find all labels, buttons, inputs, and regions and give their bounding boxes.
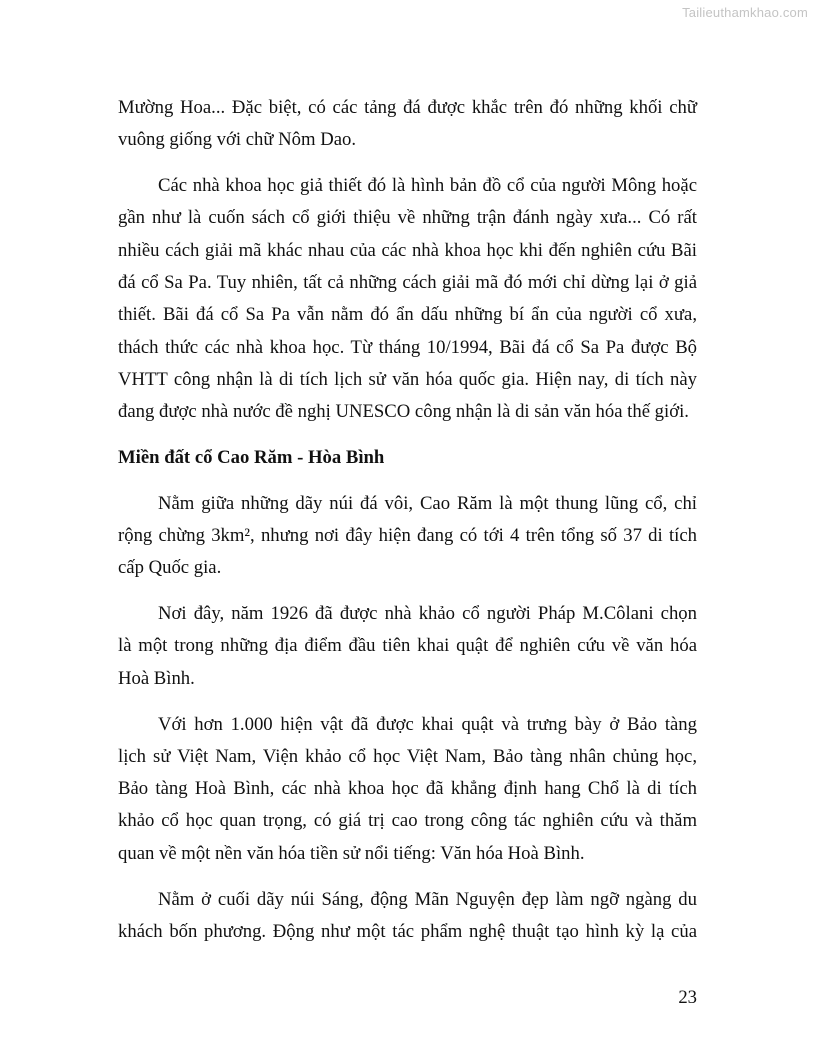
text-line: Với hơn 1.000 hiện vật đã được khai quật và trưng bày ở Bảo tàng bbox=[158, 713, 697, 735]
text-line: khách bốn phương. Động như một tác phẩm nghệ thuật tạo hình kỳ lạ của bbox=[118, 920, 697, 942]
text-line: gần như là cuốn sách cổ giới thiệu về những trận đánh ngày xưa... Có rất bbox=[118, 207, 697, 229]
text-line: Nằm giữa những dãy núi đá vôi, Cao Răm là một thung lũng cổ, chỉ bbox=[158, 492, 697, 514]
text-line: đang được nhà nước đề nghị UNESCO công nhận là di sản văn hóa thế giới. bbox=[118, 401, 689, 423]
text-line: đá cổ Sa Pa. Tuy nhiên, tất cả những cách giải mã đó mới chỉ dừng lại ở giả bbox=[118, 271, 697, 293]
text-line: Các nhà khoa học giả thiết đó là hình bản đồ cổ của người Mông hoặc bbox=[158, 175, 697, 197]
text-line: khảo cổ học quan trọng, có giá trị cao trong công tác nghiên cứu và thăm bbox=[118, 810, 697, 832]
page-number: 23 bbox=[678, 987, 697, 1008]
text-line: Mường Hoa... Đặc biệt, có các tảng đá được khắc trên đó những khối chữ bbox=[118, 97, 697, 118]
document-body bbox=[118, 92, 697, 962]
paragraph bbox=[118, 884, 697, 949]
text-line: quan về một nền văn hóa tiền sử nổi tiếng: Văn hóa Hoà Bình. bbox=[118, 842, 585, 864]
section-heading: Miền đất cổ Cao Răm - Hòa Bình bbox=[118, 446, 385, 468]
text-line: Nơi đây, năm 1926 đã được nhà khảo cổ người Pháp M.Côlani chọn bbox=[158, 603, 697, 625]
paragraph bbox=[118, 598, 697, 695]
text-line: thách thức các nhà khoa học. Từ tháng 10/1994, Bãi đá cổ Sa Pa được Bộ bbox=[118, 336, 697, 358]
text-line: rộng chừng 3km², nhưng nơi đây hiện đang có tới 4 trên tổng số 37 di tích bbox=[118, 525, 697, 547]
watermark: Tailieuthamkhao.com bbox=[682, 5, 808, 20]
paragraph bbox=[118, 92, 697, 157]
paragraph bbox=[118, 170, 697, 428]
paragraph bbox=[118, 488, 697, 585]
text-line: cấp Quốc gia. bbox=[118, 557, 222, 579]
text-line: VHTT công nhận là di tích lịch sử văn hóa quốc gia. Hiện nay, di tích này bbox=[118, 368, 697, 390]
text-line: Hoà Bình. bbox=[118, 667, 195, 689]
text-line: vuông giống với chữ Nôm Dao. bbox=[118, 129, 357, 151]
text-line: là một trong những địa điểm đầu tiên khai quật để nghiên cứu về văn hóa bbox=[118, 635, 697, 657]
paragraph bbox=[118, 709, 697, 870]
text-line: thiết. Bãi đá cổ Sa Pa vẫn nằm đó ẩn dấu những bí ẩn của người cổ xưa, bbox=[118, 304, 697, 326]
text-line: Bảo tàng Hoà Bình, các nhà khoa học đã khẳng định hang Chổ là di tích bbox=[118, 778, 697, 800]
text-line: Nằm ở cuối dãy núi Sáng, động Mãn Nguyện đẹp làm ngỡ ngàng du bbox=[158, 888, 697, 910]
text-line: nhiều cách giải mã khác nhau của các nhà khoa học khi đến nghiên cứu Bãi bbox=[118, 239, 697, 261]
text-line: lịch sử Việt Nam, Viện khảo cổ học Việt Nam, Bảo tàng nhân chủng học, bbox=[118, 745, 697, 767]
